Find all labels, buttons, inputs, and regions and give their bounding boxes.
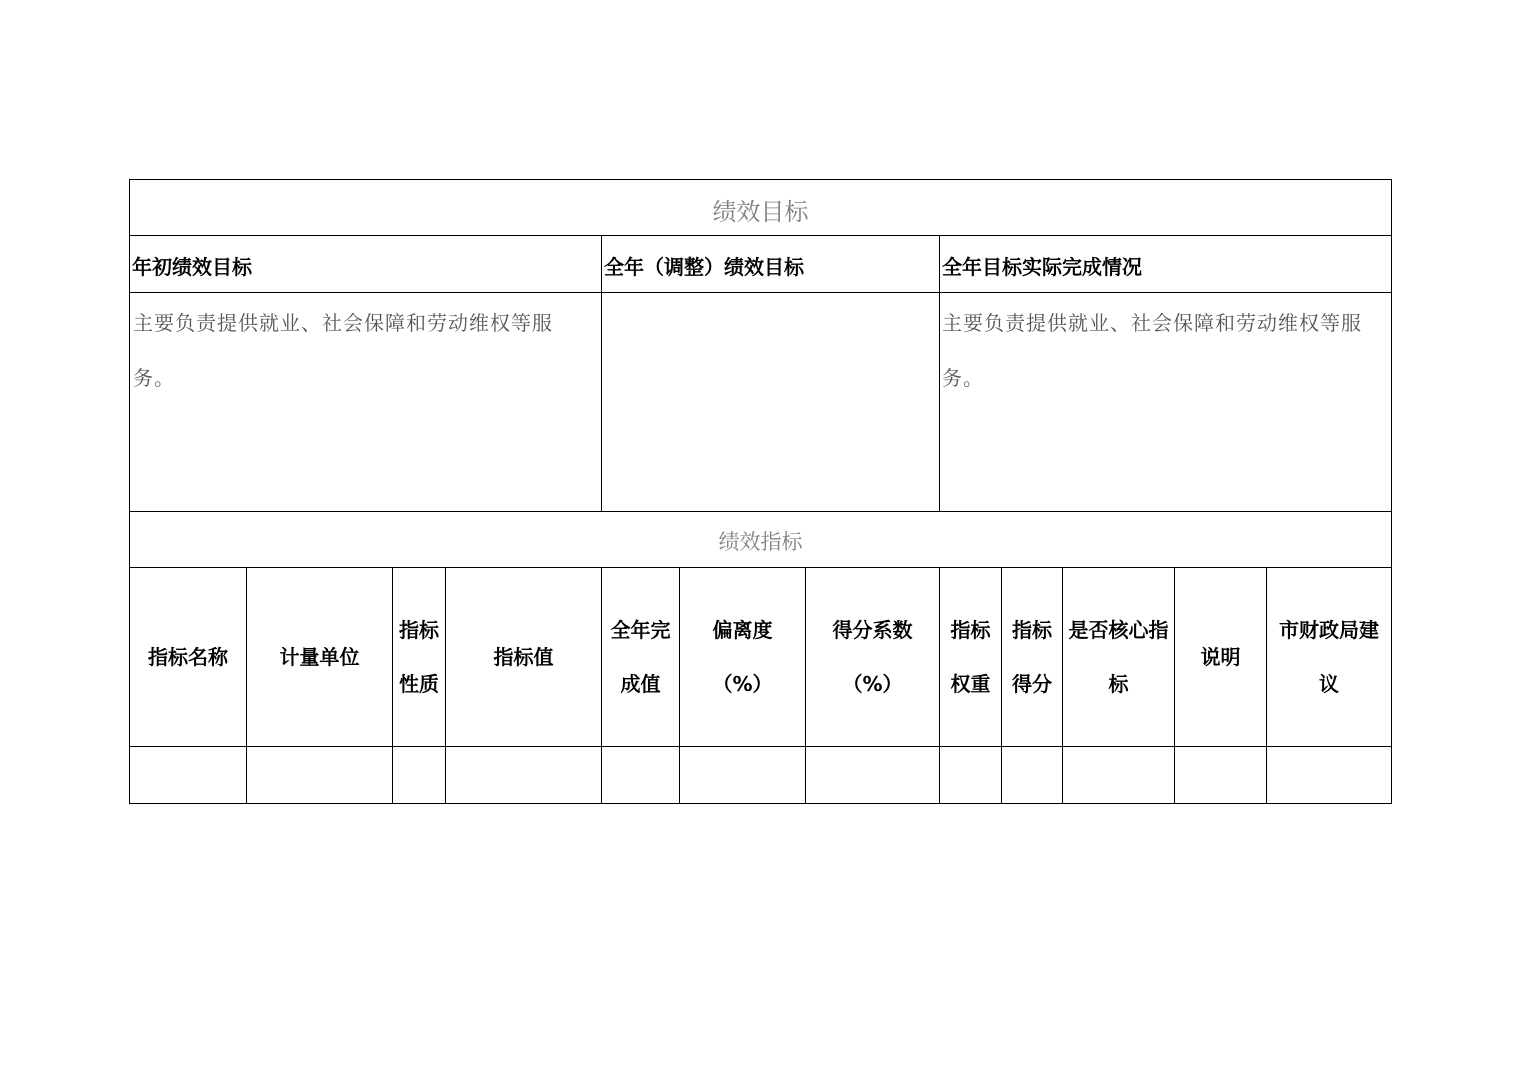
initial-goal-text xyxy=(133,296,598,406)
actual-completion-header: 全年目标实际完成情况 xyxy=(942,255,1142,279)
row-divider xyxy=(129,292,1392,293)
col-indicator-value: 指标值 xyxy=(493,645,554,669)
col-unit: 计量单位 xyxy=(279,645,360,669)
goal-section-title: 绩效目标 xyxy=(712,198,809,226)
actual-completion-text xyxy=(942,296,1388,406)
adjusted-goal-header: 全年（调整）绩效目标 xyxy=(604,255,804,279)
col-explanation: 说明 xyxy=(1200,645,1241,669)
row-divider xyxy=(129,511,1392,512)
column-divider xyxy=(601,235,602,511)
col-deviation: 偏离度 （%） xyxy=(712,618,773,696)
col-annual-completion: 全年完 成值 xyxy=(610,618,671,696)
initial-goal-line: 务。 xyxy=(133,366,175,390)
col-indicator-score: 指标 得分 xyxy=(1012,618,1052,696)
col-score-coefficient: 得分系数 （%） xyxy=(832,618,913,696)
col-is-core: 是否核心指 标 xyxy=(1068,618,1169,696)
col-indicator-nature: 指标 性质 xyxy=(399,618,439,696)
column-divider xyxy=(939,235,940,511)
col-finance-bureau-advice: 市财政局建 议 xyxy=(1279,618,1379,696)
actual-completion-line: 务。 xyxy=(942,366,984,390)
col-indicator-name: 指标名称 xyxy=(148,645,228,669)
initial-goal-line: 主要负责提供就业、社会保障和劳动维权等服 xyxy=(133,311,553,335)
row-divider xyxy=(129,235,1392,236)
col-indicator-weight: 指标 权重 xyxy=(950,618,991,696)
actual-completion-line: 主要负责提供就业、社会保障和劳动维权等服 xyxy=(942,311,1362,335)
initial-goal-header: 年初绩效目标 xyxy=(132,255,252,279)
indicator-section-title: 绩效指标 xyxy=(718,530,803,554)
row-divider xyxy=(129,746,1392,747)
